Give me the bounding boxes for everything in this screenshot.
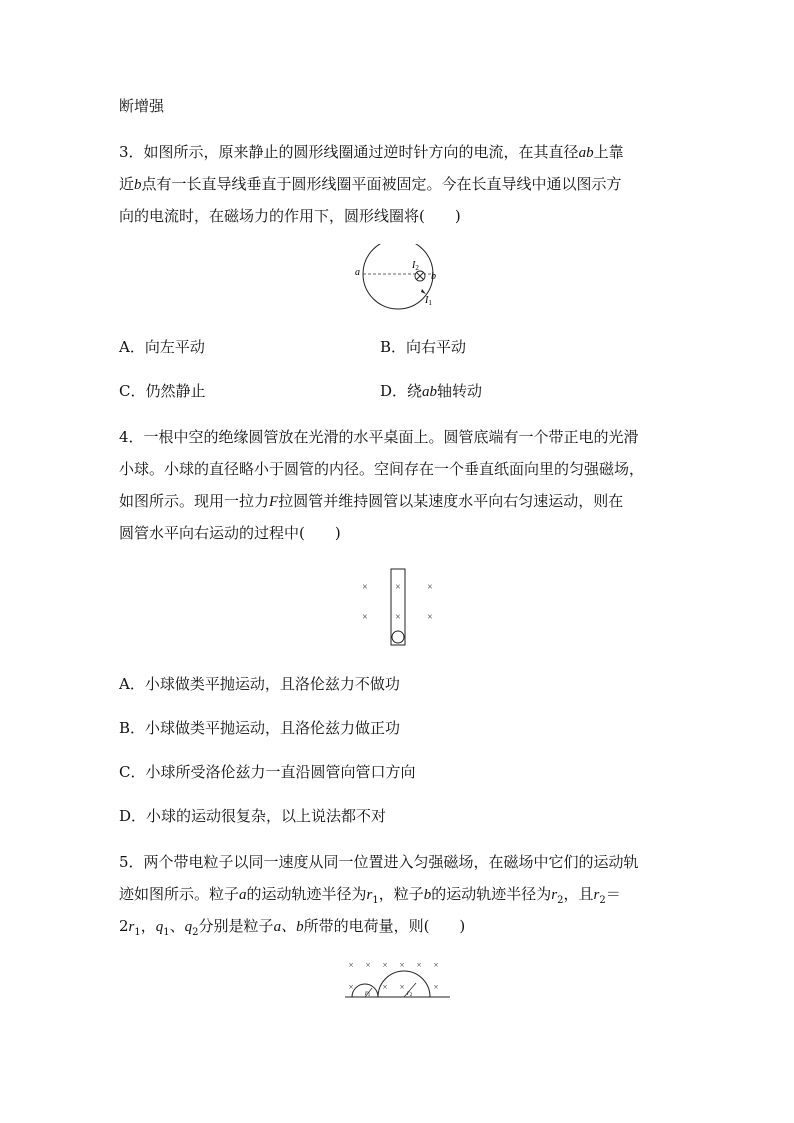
magnetic-field-crosses bbox=[362, 582, 433, 623]
svg-text:×: × bbox=[433, 960, 439, 970]
q3-line-2: 近b点有一长直导线垂直于圆形线圈平面被固定。今在长直导线中通以图示方 bbox=[119, 175, 622, 193]
q3-line-3: 向的电流时，在磁场力的作用下，圆形线圈将( ) bbox=[119, 207, 461, 225]
svg-text:×: × bbox=[362, 612, 368, 623]
svg-text:×: × bbox=[399, 982, 405, 992]
svg-text:×: × bbox=[427, 582, 433, 593]
label-r2: r2 bbox=[407, 989, 413, 998]
svg-text:×: × bbox=[382, 960, 388, 970]
q5-line-2: 迹如图所示。粒子a的运动轨迹半径为$r_1$，粒子b的运动轨迹半径为$r_2$，且$r_2=$ bbox=[119, 885, 621, 906]
svg-text:×: × bbox=[348, 982, 354, 992]
label-b: b bbox=[431, 271, 436, 282]
svg-text:×: × bbox=[416, 960, 422, 970]
magnetic-field-crosses bbox=[348, 960, 438, 992]
q4-option-c: C．小球所受洛伦兹力一直沿圆管向管口方向 bbox=[119, 763, 416, 781]
q4-option-d: D．小球的运动很复杂，以上说法都不对 bbox=[119, 807, 387, 825]
svg-text:×: × bbox=[399, 960, 405, 970]
q4-option-b: B．小球做类平抛运动，且洛伦兹力做正功 bbox=[119, 719, 401, 737]
svg-text:×: × bbox=[433, 982, 439, 992]
svg-text:×: × bbox=[362, 582, 368, 593]
label-a: a bbox=[355, 267, 360, 278]
q5-line-1: 5．两个带电粒子以同一速度从同一位置进入匀强磁场，在磁场中它们的运动轨 bbox=[119, 853, 639, 871]
svg-text:×: × bbox=[365, 960, 371, 970]
current-arrow-icon bbox=[421, 289, 426, 294]
q3-figure-coil bbox=[350, 244, 450, 316]
q3-option-c: C．仍然静止 bbox=[119, 382, 206, 400]
q4-line-3: 如图所示。现用一拉力F拉圆管并维持圆管以某速度水平向右匀速运动，则在 bbox=[119, 492, 624, 510]
q3-option-a: A．向左平动 bbox=[119, 338, 205, 356]
q4-option-a: A．小球做类平抛运动，且洛伦兹力不做功 bbox=[119, 675, 400, 693]
label-r1: r1 bbox=[365, 989, 371, 998]
svg-text:×: × bbox=[395, 582, 401, 593]
q4-line-4: 圆管水平向右运动的过程中( ) bbox=[119, 524, 341, 542]
q3-option-b: B．向右平动 bbox=[380, 338, 467, 356]
label-I1: $I_1$ bbox=[425, 295, 432, 307]
q5-figure-trajectories bbox=[340, 958, 455, 1003]
q4-figure-tube bbox=[355, 568, 440, 648]
svg-text:×: × bbox=[382, 982, 388, 992]
continued-text: 断增强 bbox=[119, 97, 165, 115]
q3-option-d: D．绕ab轴转动 bbox=[380, 382, 483, 400]
q4-line-1: 4．一根中空的绝缘圆管放在光滑的水平桌面上。圆管底端有一个带正电的光滑 bbox=[119, 428, 639, 446]
q5-line-3: $2r_1$，$q_1$、$q_2$分别是粒子a、b所带的电荷量，则( ) bbox=[119, 917, 466, 938]
svg-text:×: × bbox=[395, 612, 401, 623]
label-I2: $I_2$ bbox=[412, 260, 419, 272]
svg-text:×: × bbox=[348, 960, 354, 970]
svg-text:×: × bbox=[427, 612, 433, 623]
q4-line-2: 小球。小球的直径略小于圆管的内径。空间存在一个垂直纸面向里的匀强磁场， bbox=[119, 460, 645, 478]
charged-ball bbox=[392, 631, 404, 643]
q3-line-1: 3．如图所示，原来静止的圆形线圈通过逆时针方向的电流，在其直径ab上靠 bbox=[119, 143, 624, 161]
